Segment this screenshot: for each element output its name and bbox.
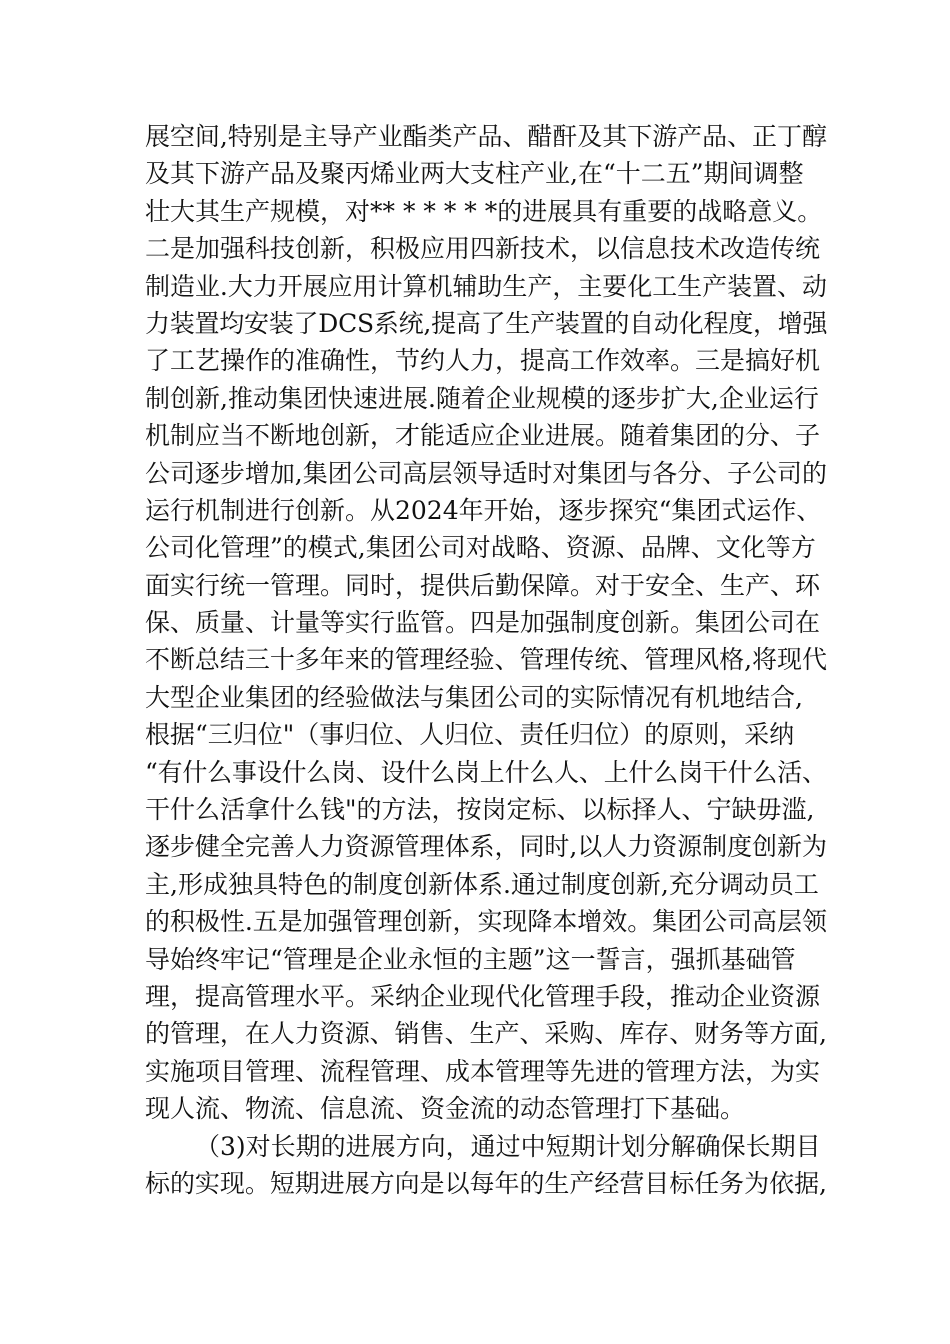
text-line: 主,形成独具特色的制度创新体系.通过制度创新,充分调动员工 [145, 869, 819, 899]
text-line: 制造业.大力开展应用计算机辅助生产，主要化工生产装置、动 [145, 271, 827, 301]
text-line: 逐步健全完善人力资源管理体系，同时,以人力资源制度创新为 [145, 832, 827, 862]
text-line: 二是加强科技创新，积极应用四新技术，以信息技术改造传统 [145, 234, 821, 264]
text-line: 了工艺操作的准确性，节约人力，提高工作效率。三是搞好机 [145, 346, 821, 376]
text-line: 根据“三归位"（事归位、人归位、责任归位）的原则，采纳 [145, 720, 795, 750]
text-line: 运行机制进行创新。从2024年开始，逐步探究“集团式运作、 [145, 495, 822, 525]
text-line: 标的实现。短期进展方向是以每年的生产经营目标任务为依据, [145, 1168, 827, 1198]
text-line: 公司逐步增加,集团公司高层领导适时对集团与各分、子公司的 [145, 458, 827, 488]
body-text [145, 118, 828, 1202]
text-line: 力装置均安装了DCS系统,提高了生产装置的自动化程度，增强 [145, 308, 828, 338]
paragraph-start-line: （3)对长期的进展方向，通过中短期计划分解确保长期目 [195, 1131, 821, 1161]
text-line: 理，提高管理水平。采纳企业现代化管理手段，推动企业资源 [145, 981, 821, 1011]
text-line: 制创新,推动集团快速进展.随着企业规模的逐步扩大,企业运行 [145, 383, 819, 413]
text-line: 大型企业集团的经验做法与集团公司的实际情况有机地结合, [145, 682, 803, 712]
text-line: 公司化管理”的模式,集团公司对战略、资源、品牌、文化等方 [145, 533, 816, 563]
text-line: “有什么事设什么岗、设什么岗上什么人、上什么岗干什么活、 [145, 757, 827, 787]
text-line: 壮大其生产规模，对** * * * * *的进展具有重要的战略意义。 [145, 196, 823, 226]
text-line: 及其下游产品及聚丙烯业两大支柱产业,在“十二五”期间调整 [145, 159, 804, 189]
text-line: 实施项目管理、流程管理、成本管理等先进的管理方法，为实 [145, 1056, 821, 1086]
text-line: 干什么活拿什么钱"的方法，按岗定标、以标择人、宁缺毋滥, [145, 795, 815, 825]
text-line: 导始终牢记“管理是企业永恒的主题”这一誓言，强抓基础管 [145, 944, 796, 974]
text-line: 展空间,特别是主导产业酯类产品、醋酐及其下游产品、正丁醇 [145, 122, 827, 151]
text-line: 的管理，在人力资源、销售、生产、采购、库存、财务等方面, [145, 1019, 827, 1049]
text-line: 保、质量、计量等实行监管。四是加强制度创新。集团公司在 [145, 608, 821, 638]
text-line: 面实行统一管理。同时，提供后勤保障。对于安全、生产、环 [145, 570, 821, 600]
text-line: 的积极性.五是加强管理创新，实现降本增效。集团公司高层领 [145, 907, 827, 937]
text-line: 现人流、物流、信息流、资金流的动态管理打下基础。 [145, 1094, 746, 1124]
text-line: 不断总结三十多年来的管理经验、管理传统、管理风格,将现代 [145, 645, 827, 675]
text-line: 机制应当不断地创新，才能适应企业进展。随着集团的分、子 [145, 421, 821, 451]
